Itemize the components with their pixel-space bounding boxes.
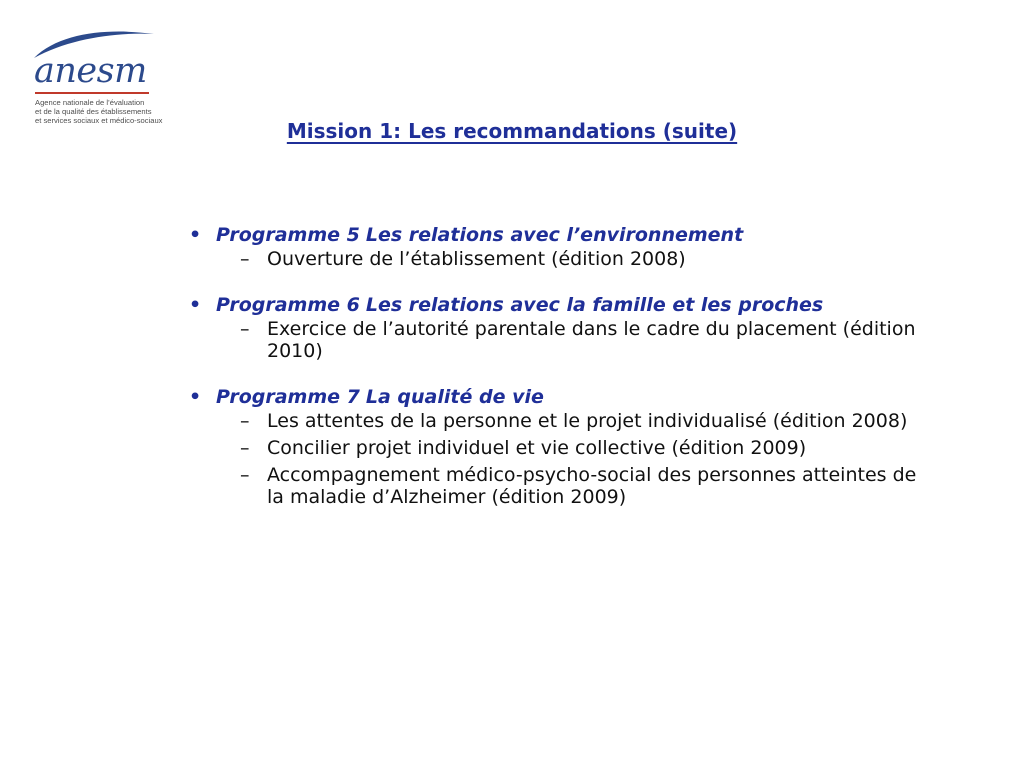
recommendation-text: Exercice de l’autorité parentale dans le cadre du placement (édition 2010)	[267, 318, 916, 362]
program-heading	[187, 386, 927, 408]
logo-tagline-line: Agence nationale de l’évaluation	[35, 98, 145, 107]
dash-icon: –	[240, 410, 250, 432]
recommendation-text: Concilier projet individuel et vie collective (édition 2009)	[267, 437, 807, 459]
program-theme: La qualité de vie	[365, 386, 544, 408]
recommendation-list	[187, 248, 927, 270]
recommendation-list	[187, 318, 927, 362]
slide-title: Mission 1: Les recommandations (suite)	[286, 119, 738, 143]
logo-tagline-line: et de la qualité des établissements	[35, 107, 152, 116]
recommendation-list	[187, 410, 927, 508]
recommendation-item	[187, 318, 927, 362]
recommendation-item	[187, 248, 927, 270]
dash-icon: –	[240, 248, 250, 270]
program-block	[187, 294, 927, 362]
recommendation-item	[187, 437, 927, 459]
recommendation-item	[187, 410, 927, 432]
program-theme: Les relations avec la famille et les proches	[365, 294, 824, 316]
program-label: Programme 6	[216, 294, 360, 316]
program-heading	[187, 224, 927, 246]
slide-content	[187, 224, 927, 532]
dash-icon: –	[240, 437, 250, 459]
program-label: Programme 5	[216, 224, 360, 246]
recommendation-text: Accompagnement médico-psycho-social des personnes atteintes de la maladie d’Alzheimer (édition 2009)	[267, 464, 917, 508]
recommendation-item	[187, 464, 927, 508]
bullet-icon: •	[189, 224, 202, 246]
program-block	[187, 386, 927, 508]
bullet-icon: •	[189, 294, 202, 316]
logo-tagline-line: et services sociaux et médico-sociaux	[35, 116, 163, 125]
recommendation-text: Les attentes de la personne et le projet individualisé (édition 2008)	[267, 410, 908, 432]
program-label: Programme 7	[216, 386, 360, 408]
recommendation-text: Ouverture de l’établissement (édition 2008)	[267, 248, 686, 270]
dash-icon: –	[240, 318, 250, 340]
program-heading	[187, 294, 927, 316]
program-theme: Les relations avec l’environnement	[365, 224, 744, 246]
dash-icon: –	[240, 464, 250, 486]
bullet-icon: •	[189, 386, 202, 408]
logo-divider	[35, 92, 149, 94]
program-block	[187, 224, 927, 270]
logo-wordmark: anesm	[34, 51, 147, 91]
